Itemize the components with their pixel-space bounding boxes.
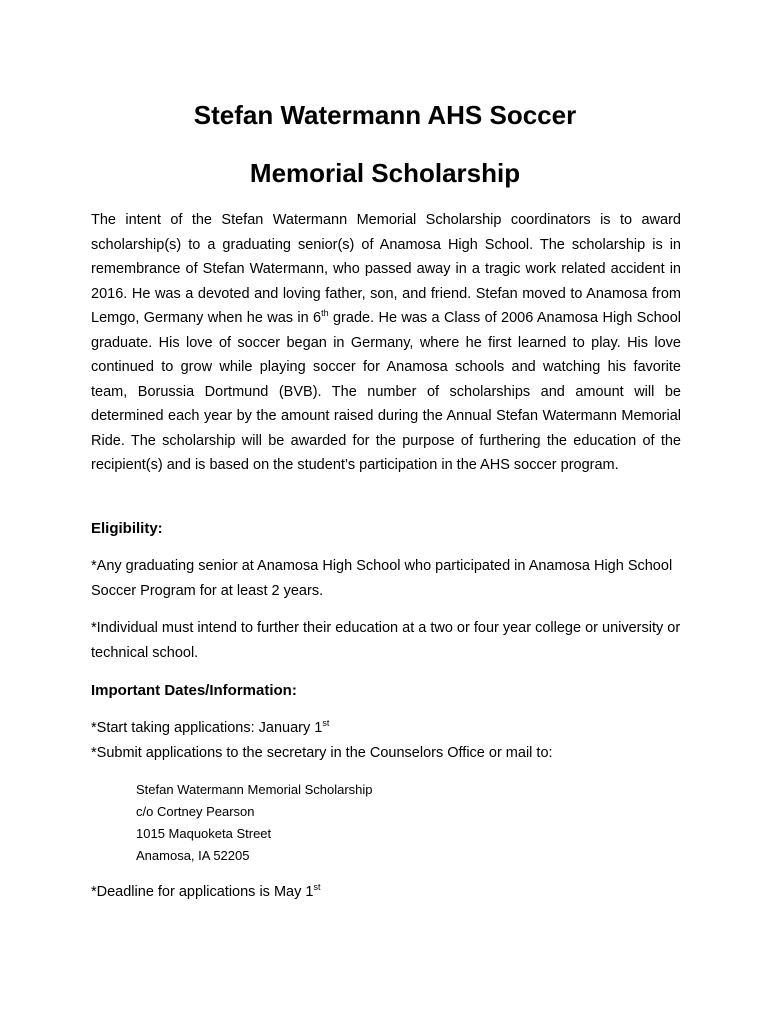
deadline-text: *Deadline for applications is May 1: [91, 884, 314, 900]
deadline-line: [91, 880, 681, 904]
address-line-4: Anamosa, IA 52205: [136, 848, 250, 863]
eligibility-item-2: *Individual must intend to further their education at a two or four year college or university or technical school.: [91, 620, 681, 661]
eligibility-item-1: *Any graduating senior at Anamosa High School who participated in Anamosa High School Soccer Program for at least 2 years.: [91, 558, 673, 599]
intro-paragraph: [91, 208, 681, 478]
page-title-line-2: Memorial Scholarship: [249, 158, 521, 188]
address-line-3: 1015 Maquoketa Street: [136, 826, 272, 841]
intro-superscript: th: [321, 308, 329, 319]
intro-text-part-2: grade. He was a Class of 2006 Anamosa High School graduate. His love of soccer began in Germany, where he first learned to play. His love continued to grow while playing soccer for Anamosa schools and watching his favorite team, Borussia Dortmund (BVB). The number of scholarships and amount will be determined each year by the amount raised during the Annual Stefan Watermann Memorial Ride. The scholarship will be awarded for the purpose of furthering the education of the recipient(s) and is based on the student’s participation in the AHS soccer program.: [91, 310, 681, 473]
address-line-1: Stefan Watermann Memorial Scholarship: [136, 782, 373, 797]
start-date-superscript: st: [322, 718, 330, 729]
address-line-2: c/o Cortney Pearson: [136, 804, 255, 819]
intro-text-part-1: The intent of the Stefan Watermann Memorial Scholarship coordinators is to award scholarship(s) to a graduating senior(s) of Anamosa High School. The scholarship is in remembrance of Stefan Watermann, who passed away in a tragic work related accident in 2016. He was a devoted and loving father, son, and friend. Stefan moved to Anamosa from Lemgo, Germany when he was in 6: [91, 212, 681, 326]
start-date-line: [91, 716, 681, 740]
deadline-superscript: st: [313, 882, 321, 893]
submit-instructions-line: *Submit applications to the secretary in the Counselors Office or mail to:: [91, 745, 553, 761]
eligibility-heading: Eligibility:: [91, 520, 163, 537]
start-date-text: *Start taking applications: January 1: [91, 720, 323, 736]
mailing-address: [136, 779, 373, 867]
page-title-line-1: Stefan Watermann AHS Soccer: [193, 100, 577, 130]
important-dates-heading: Important Dates/Information:: [91, 682, 297, 699]
